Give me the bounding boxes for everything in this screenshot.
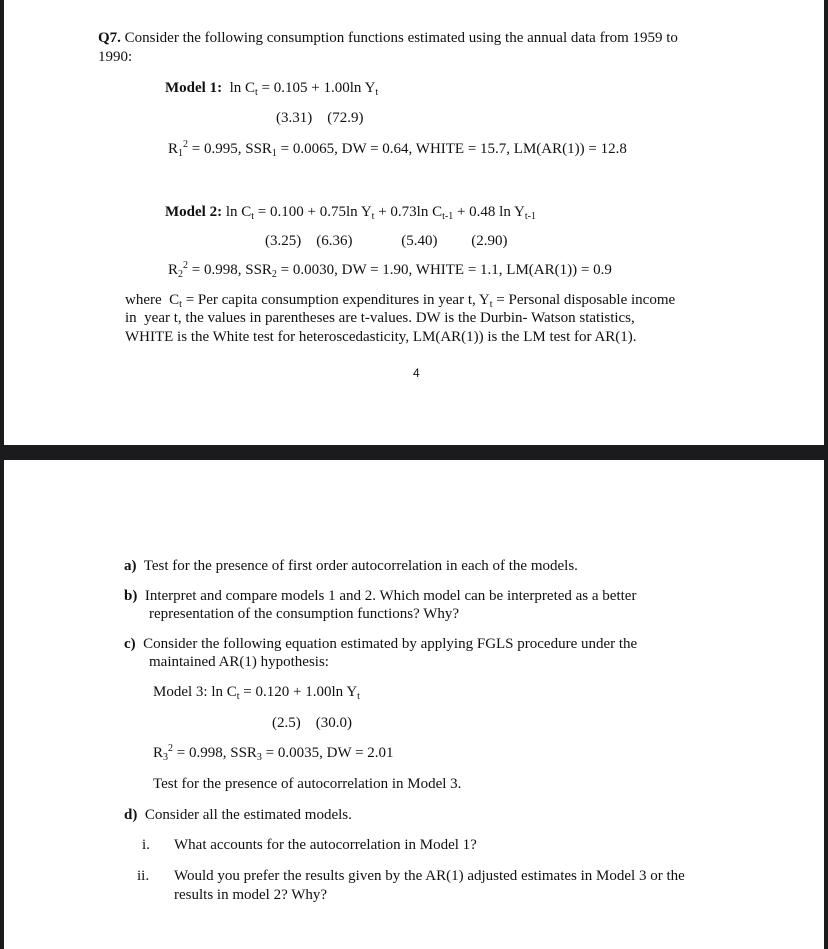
text-segment: Q7. (98, 30, 121, 46)
text-line (272, 714, 352, 732)
text-segment: (2.5) (30.0) (272, 715, 352, 731)
text-segment: = 0.998, SSR (188, 262, 272, 278)
text-line (153, 744, 394, 762)
text-line (174, 836, 477, 854)
text-segment: 1990: (98, 49, 133, 65)
text-line (165, 203, 536, 221)
text-segment: ii. (137, 868, 150, 884)
text-line (168, 140, 627, 158)
subscript: t (236, 691, 240, 702)
text-line (153, 775, 461, 793)
text-line (168, 261, 612, 279)
text-segment: = 0.0035, DW = 2.01 (261, 745, 394, 761)
subscript: t (251, 211, 255, 222)
text-segment: Consider all the estimated models. (137, 807, 352, 823)
subscript: 2 (178, 269, 184, 280)
text-line (125, 291, 675, 309)
superscript: 2 (183, 139, 189, 150)
subscript: t (489, 299, 493, 310)
text-line (149, 653, 329, 671)
subscript: t (179, 299, 182, 310)
text-segment: = 0.0065, DW = 0.64, WHITE = 15.7, LM(AR(1)) = 12.8 (276, 141, 627, 157)
text-segment: Consider the following equation estimated by applying FGLS procedure under the (135, 636, 638, 652)
text-segment: = 0.105 + 1.00ln Y (257, 80, 376, 96)
text-segment: + 0.73ln C (374, 204, 443, 220)
subscript: 3 (163, 752, 169, 763)
text-segment: Model 1: (165, 80, 223, 96)
text-segment: = 0.0030, DW = 1.90, WHITE = 1.1, LM(AR(1)) = 0.9 (276, 262, 612, 278)
text-segment: in year t, the values in parentheses are t-values. DW is the Durbin- Watson statistics, (125, 310, 635, 326)
text-segment: = Per capita consumption expenditures in year t, Y (181, 292, 490, 308)
superscript: 2 (183, 260, 189, 271)
document-page-2 (4, 460, 824, 949)
superscript: 2 (168, 743, 174, 754)
text-line (125, 309, 635, 327)
text-segment: = 0.995, SSR (188, 141, 272, 157)
text-segment: (3.25) (6.36) (5.40) (2.90) (265, 233, 508, 249)
text-line (98, 29, 678, 47)
page-number: 4 (413, 366, 420, 380)
text-segment: = 0.120 + 1.00ln Y (239, 684, 358, 700)
subscript: t-1 (524, 211, 536, 222)
text-segment: Test for the presence of autocorrelation in Model 3. (153, 776, 462, 792)
text-segment: Test for the presence of first order autocorrelation in each of the models. (136, 558, 578, 574)
text-line (137, 867, 149, 885)
text-line (124, 557, 578, 575)
text-segment: = 0.100 + 0.75ln Y (254, 204, 372, 220)
text-segment: results in model 2? Why? (174, 887, 328, 903)
text-segment: = 0.998, SSR (173, 745, 257, 761)
subscript: t (357, 691, 360, 702)
text-segment: (3.31) (72.9) (276, 110, 364, 126)
text-segment: Consider the following consumption functions estimated using the annual data from 1959 to (120, 30, 678, 46)
text-line (153, 683, 360, 701)
text-segment: = Personal disposable income (492, 292, 676, 308)
text-line (149, 605, 459, 623)
subscript: t (255, 87, 258, 98)
text-line (125, 328, 637, 346)
text-segment: d) (124, 807, 138, 823)
text-segment: maintained AR(1) hypothesis: (149, 654, 329, 670)
text-segment: Model 2: (165, 204, 223, 220)
text-line (265, 232, 507, 250)
text-line (98, 48, 132, 66)
text-segment: i. (142, 837, 150, 853)
text-segment: ln C (222, 80, 256, 96)
text-segment: Interpret and compare models 1 and 2. Which model can be interpreted as a better (137, 588, 637, 604)
text-line (124, 587, 636, 605)
subscript: t (375, 87, 379, 98)
document-page-1 (4, 0, 824, 445)
text-segment: Model 3: ln C (153, 684, 237, 700)
text-line (174, 886, 327, 904)
text-segment: b) (124, 588, 138, 604)
subscript: 3 (256, 752, 262, 763)
text-line (174, 867, 685, 885)
text-segment: R (168, 262, 179, 278)
text-segment: where C (125, 292, 180, 308)
text-segment: c) (124, 636, 136, 652)
text-segment: ln C (222, 204, 252, 220)
subscript: t-1 (442, 211, 454, 222)
text-line (124, 635, 637, 653)
text-line (165, 79, 378, 97)
subscript: t (371, 211, 375, 222)
subscript: 2 (271, 269, 277, 280)
text-segment: R (153, 745, 164, 761)
text-segment: Would you prefer the results given by the AR(1) adjusted estimates in Model 3 or the (174, 868, 685, 884)
subscript: 1 (271, 148, 277, 159)
text-segment: R (168, 141, 179, 157)
text-line (124, 806, 352, 824)
text-segment: a) (124, 558, 137, 574)
text-segment: WHITE is the White test for heteroscedasticity, LM(AR(1)) is the LM test for AR(1). (125, 329, 637, 345)
text-segment: What accounts for the autocorrelation in Model 1? (174, 837, 477, 853)
text-line (276, 109, 363, 127)
text-segment: + 0.48 ln Y (453, 204, 525, 220)
text-line (142, 836, 150, 854)
text-segment: representation of the consumption functions? Why? (149, 606, 460, 622)
subscript: 1 (178, 148, 184, 159)
